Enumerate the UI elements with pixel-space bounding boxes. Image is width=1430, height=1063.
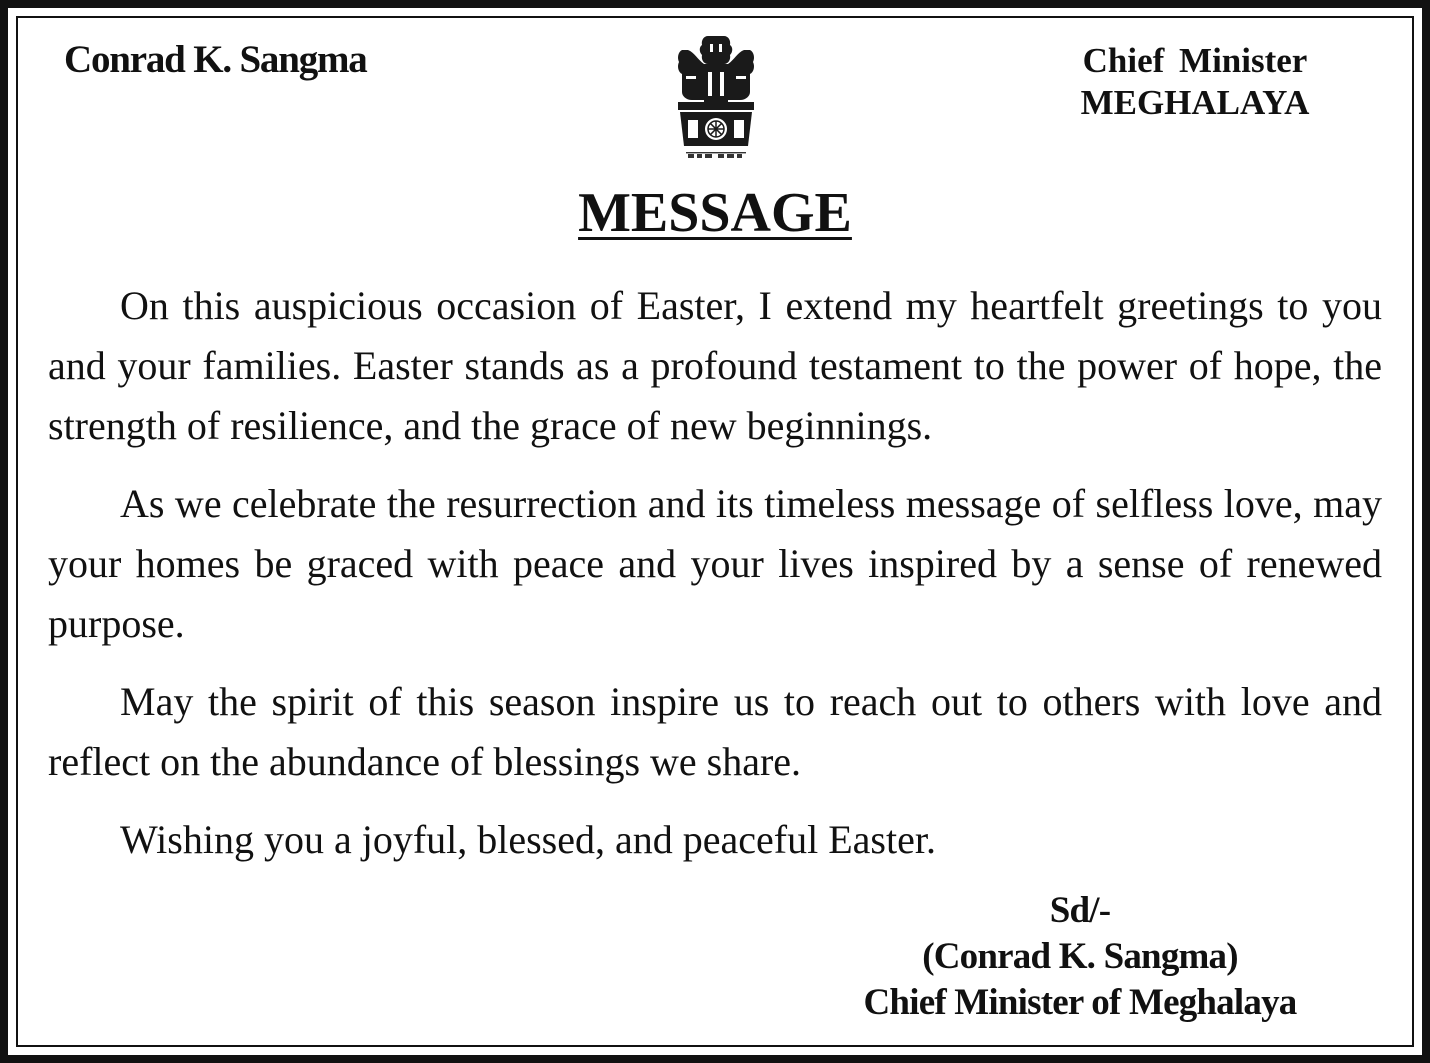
signatory-title: Chief Minister of Meghalaya [863, 982, 1297, 1023]
paragraph-1: On this auspicious occasion of Easter, I extend my heartfelt greetings to you and your families. Easter stands as a profound testament to the power of hope, the strength of resilience, and the grace of new beginnings. [48, 283, 1382, 448]
signature-block [800, 888, 1360, 1026]
paragraph-3: May the spirit of this season inspire us to reach out to others with love and reflect on the abundance of blessings we share. [48, 679, 1382, 784]
message-heading-text: MESSAGE [578, 182, 852, 244]
message-body [48, 276, 1382, 888]
paragraph-2: As we celebrate the resurrection and its timeless message of selfless love, may your homes be graced with peace and your lives inspired by a sense of renewed purpose. [48, 481, 1382, 646]
state-name: MEGHALAYA [1080, 83, 1310, 122]
national-emblem-icon [668, 30, 764, 162]
designation-title: Chief Minister [1082, 41, 1308, 80]
signed-mark: Sd/- [1049, 890, 1111, 931]
message-heading [0, 180, 1430, 246]
signatory-name: (Conrad K. Sangma) [922, 936, 1238, 977]
sender-designation-block [1040, 40, 1350, 124]
paragraph-4: Wishing you a joyful, blessed, and peaceful Easter. [120, 817, 936, 862]
sender-name: Conrad K. Sangma [64, 38, 367, 81]
